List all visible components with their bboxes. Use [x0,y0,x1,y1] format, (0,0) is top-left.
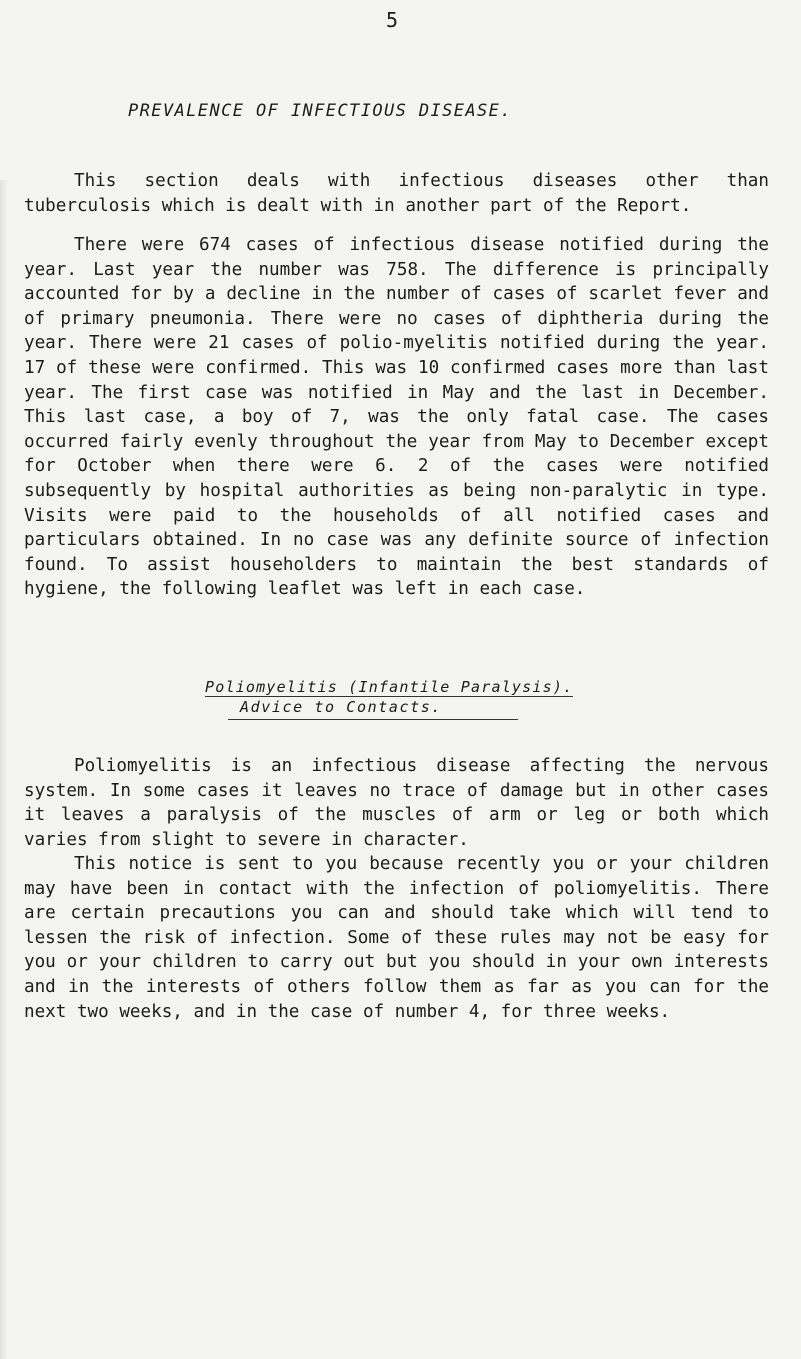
intro-paragraph: This section deals with infectious diseases other than tuberculosis which is dealt with in another part of the Report. [24,171,769,216]
leaflet-paragraph-2: This notice is sent to you because recently you or your children may have been in contact with the infection of poliomyelitis. There are certain precautions you can and should take which will tend to lessen the risk of infection. Some of these rules may not be easy for you or your children to carry out but you should in your own interests and in the interests of others follow them as far as you can for the next two weeks, and in the case of number 4, for three weeks. [24,854,769,1022]
leaflet-paragraph-1: Poliomyelitis is an infectious disease affecting the nervous system. In some cases it leaves no trace of damage but in other cases it leaves a paralysis of the muscles of arm or leg or both which varies from slight to severe in character. [24,756,769,850]
page-margin-shadow [0,180,8,1359]
page-number: 5 [386,8,399,32]
leaflet-subtitle: Advice to Contacts. [240,698,442,716]
cases-paragraph: There were 674 cases of infectious disease notified during the year. Last year the number was 758. The difference is principally accounted for by a decline in the number of cases of scarlet fever and of primary pneumonia. There were no cases of diphtheria during the year. There were 21 cases of polio-myelitis notified during the year. 17 of these were confirmed. This was 10 confirmed cases more than last year. The first case was notified in May and the last in December. This last case, a boy of 7, was the only fatal case. The cases occurred fairly evenly throughout the year from May to December except for October when there were 6. 2 of the cases were notified subsequently by hospital authorities as being non-paralytic in type. Visits were paid to the households of all notified cases and particulars obtained. In no case was any definite source of infection found. To assist householders to maintain the best standards of hygiene, the following leaflet was left in each case. [24,235,769,600]
section-title: PREVALENCE OF INFECTIOUS DISEASE. [128,101,512,121]
leaflet-underline [228,719,518,720]
leaflet-title: Poliomyelitis (Infantile Paralysis). [205,678,574,696]
